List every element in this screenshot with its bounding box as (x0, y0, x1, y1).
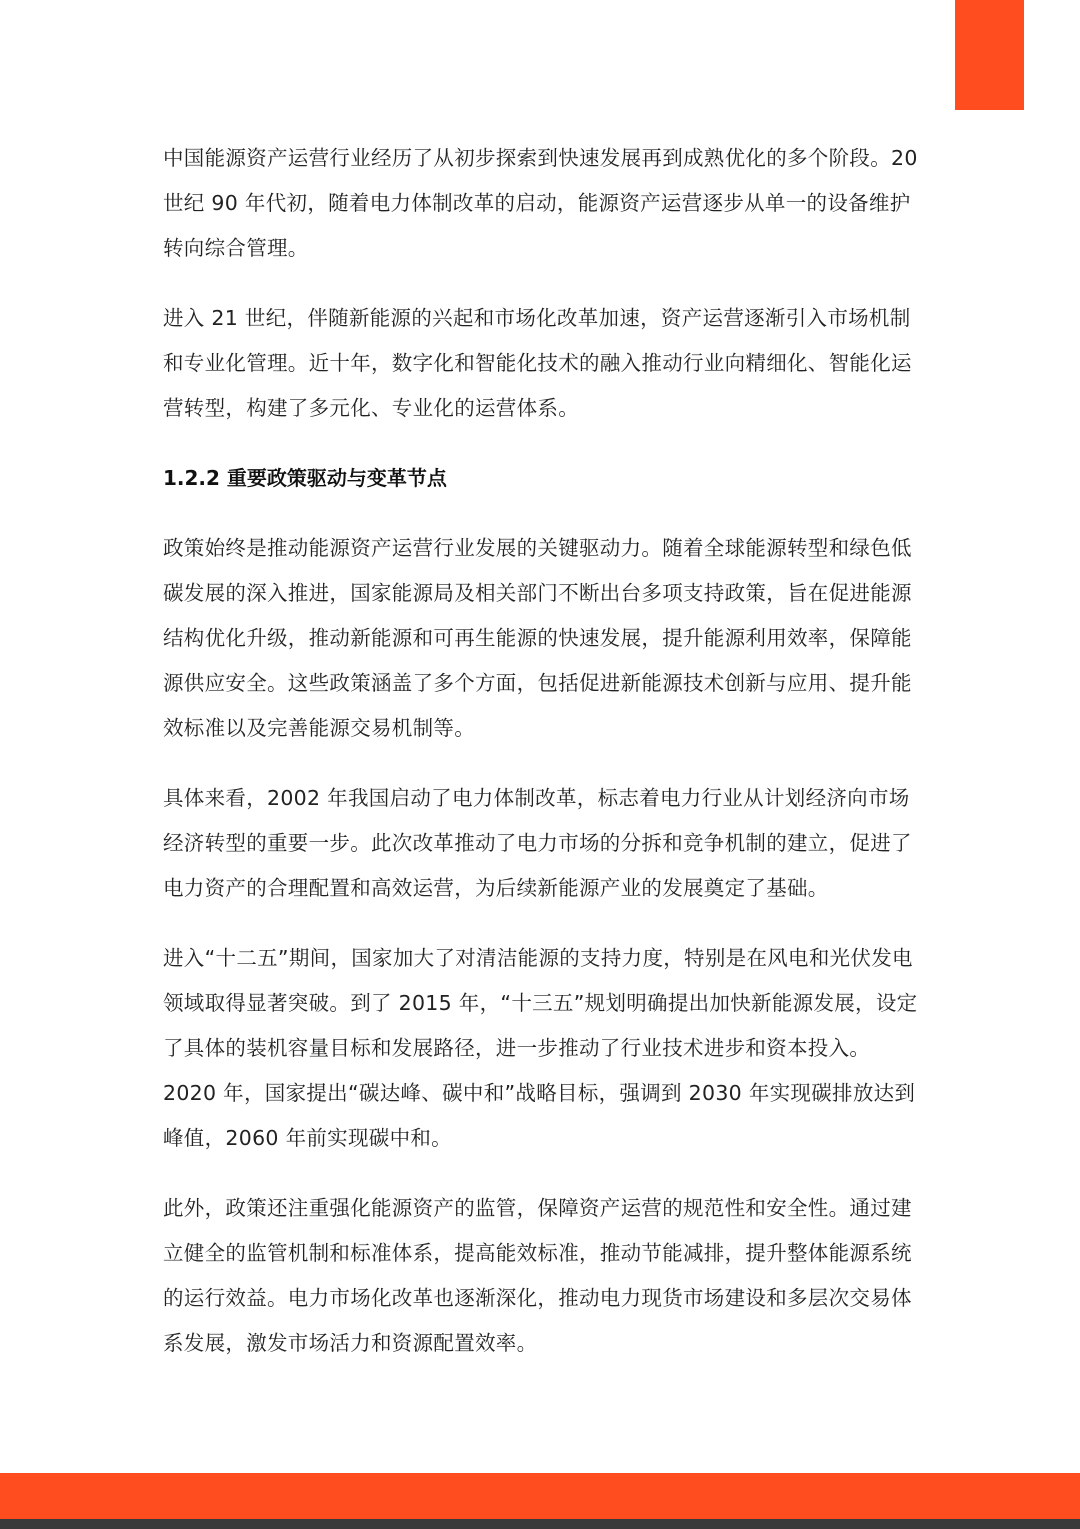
paragraph-policy-drivers: 政策始终是推动能源资产运营行业发展的关键驱动力。随着全球能源转型和绿色低碳发展的深入推进，国家能源局及相关部门不断出台多项支持政策，旨在促进能源结构优化升级，推动新能源和可再生能源的快速发展，提升能源利用效率，保障能源供应安全。这些政策涵盖了多个方面，包括促进新能源技术创新与应用、提升能效标准以及完善能源交易机制等。 (163, 536, 912, 740)
paragraph-21st-century: 进入 21 世纪，伴随新能源的兴起和市场化改革加速，资产运营逐渐引入市场机制和专业化管理。近十年，数字化和智能化技术的融入推动行业向精细化、智能化运营转型，构建了多元化、专业化的运营体系。 (163, 306, 912, 420)
document-body (163, 136, 923, 1391)
paragraph-five-year-plans: 进入“十二五”期间，国家加大了对清洁能源的支持力度，特别是在风电和光伏发电领域取得显著突破。到了 2015 年，“十三五”规划明确提出加快新能源发展，设定了具体的装机容量目标和发展路径，进一步推动了行业技术进步和资本投入。2020 年，国家提出“碳达峰、碳中和”战略目标，强调到 2030 年实现碳排放达到峰值，2060 年前实现碳中和。 (163, 946, 918, 1150)
footer-accent-band (0, 1473, 1080, 1519)
section-heading: 1.2.2 重要政策驱动与变革节点 (163, 466, 447, 490)
corner-accent-tab (955, 0, 1024, 110)
paragraph-2002-reform: 具体来看，2002 年我国启动了电力体制改革，标志着电力行业从计划经济向市场经济转型的重要一步。此次改革推动了电力市场的分拆和竞争机制的建立，促进了电力资产的合理配置和高效运营，为后续新能源产业的发展奠定了基础。 (163, 786, 912, 900)
paragraph-regulation: 此外，政策还注重强化能源资产的监管，保障资产运营的规范性和安全性。通过建立健全的监管机制和标准体系，提高能效标准，推动节能减排，提升整体能源系统的运行效益。电力市场化改革也逐渐深化，推动电力现货市场建设和多层次交易体系发展，激发市场活力和资源配置效率。 (163, 1196, 912, 1355)
footer-dark-strip (0, 1519, 1080, 1529)
paragraph-history: 中国能源资产运营行业经历了从初步探索到快速发展再到成熟优化的多个阶段。20 世纪 90 年代初，随着电力体制改革的启动，能源资产运营逐步从单一的设备维护转向综合管理。 (163, 146, 918, 260)
